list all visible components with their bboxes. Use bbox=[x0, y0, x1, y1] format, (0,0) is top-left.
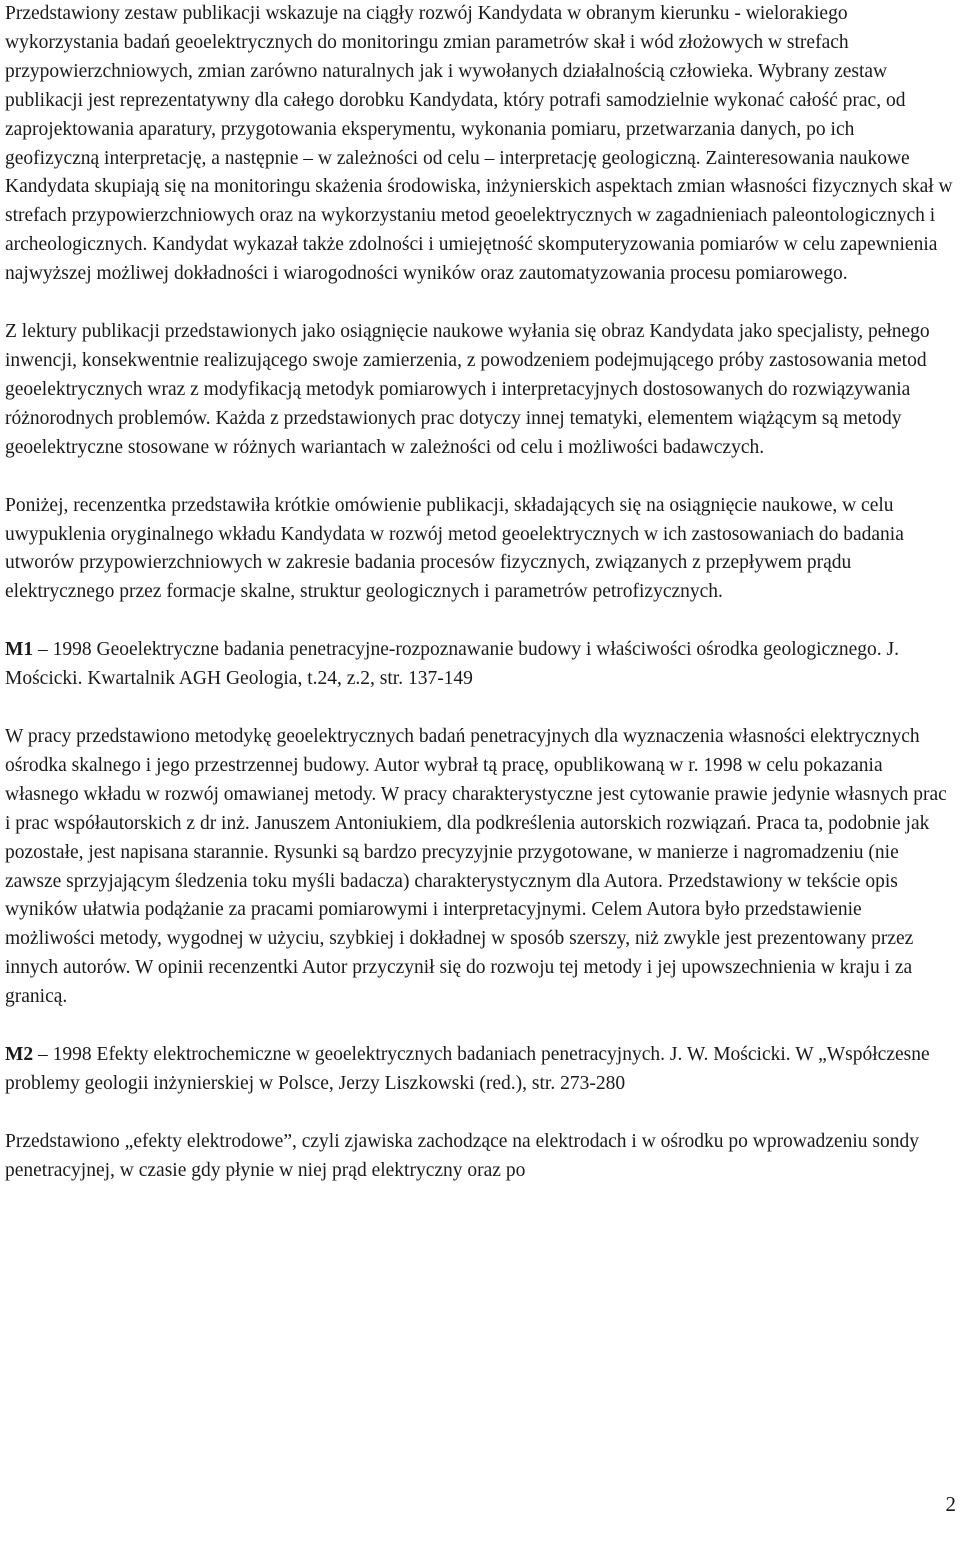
page-number: 2 bbox=[945, 1492, 956, 1516]
publication-label-m2: M2 bbox=[5, 1044, 34, 1066]
paragraph-m2-review: Przedstawiono „efekty elektrodowe”, czyli zjawiska zachodzące na elektrodach i w ośrodku po wprowadzeniu sondy penetracyjnej, w czasie gdy płynie w niej prąd elektryczny oraz po bbox=[5, 1130, 919, 1181]
publication-heading-m1 bbox=[5, 636, 953, 694]
publication-label-m1: M1 bbox=[5, 639, 34, 661]
paragraph-gap bbox=[5, 1099, 953, 1128]
paragraph-gap bbox=[5, 607, 953, 636]
paragraph-summary: Przedstawiony zestaw publikacji wskazuje na ciągły rozwój Kandydata w obranym kierunku - wielorakiego wykorzystania badań geoelektrycznych do monitoringu zmian parametrów skał i wód złożowych w strefach przypowierzchniowych, zmian zarówno naturalnych jak i wywołanych działalnością człowieka. Wybrany zestaw publikacji jest reprezentatywny dla całego dorobku Kandydata, który potrafi samodzielnie wykonać całość prac, od zaprojektowania aparatury, przygotowania eksperymentu, wykonania pomiaru, przetwarzania danych, po ich geofizyczną interpretację, a następnie – w zależności od celu – interpretację geologiczną. Zainteresowania naukowe Kandydata skupiają się na monitoringu skażenia środowiska, inżynierskich aspektach zmian własności fizycznych skał w strefach przypowierzchniowych oraz na wykorzystaniu metod geoelektrycznych w zagadnieniach paleontologicznych i archeologicznych. Kandydat wykazał także zdolności i umiejętność skomputeryzowania pomiarów w celu zapewnienia najwyższej możliwej dokładności i wiarogodności wyników oraz zautomatyzowania procesu pomiarowego. bbox=[5, 3, 953, 285]
publication-citation-m2: – 1998 Efekty elektrochemiczne w geoelektrycznych badaniach penetracyjnych. J. W. Mościcki. W „Współczesne problemy geologii inżynierskiej w Polsce, Jerzy Liszkowski (red.), str. 273-280 bbox=[5, 1044, 930, 1094]
paragraph-gap bbox=[5, 289, 953, 318]
publication-citation-m1: – 1998 Geoelektryczne badania penetracyjne-rozpoznawanie budowy i właściwości ośrodka geologicznego. J. Mościcki. Kwartalnik AGH Geologia, t.24, z.2, str. 137-149 bbox=[5, 639, 899, 690]
paragraph-gap bbox=[5, 463, 953, 492]
paragraph-intro-review: Poniżej, recenzentka przedstawiła krótkie omówienie publikacji, składających się na osiągnięcie naukowe, w celu uwypuklenia oryginalnego wkładu Kandydata w rozwój metod geoelektrycznych w ich zastosowaniach do badania utworów przypowierzchniowych w zakresie badania procesów fizycznych, związanych z przepływem prądu elektrycznego przez formacje skalne, struktur geologicznych i parametrów petrofizycznych. bbox=[5, 494, 904, 603]
paragraph-gap bbox=[5, 694, 953, 723]
paragraph-m1-review: W pracy przedstawiono metodykę geoelektrycznych badań penetracyjnych dla wyznaczenia własności elektrycznych ośrodka skalnego i jego przestrzennej budowy. Autor wybrał tą pracę, opublikowaną w r. 1998 w celu pokazania własnego wkładu w rozwój omawianej metody. W pracy charakterystyczne jest cytowanie prawie jedynie własnych prac i prac współautorskich z dr inż. Januszem Antoniukiem, dla podkreślenia autorskich rozwiązań. Praca ta, podobnie jak pozostałe, jest napisana starannie. Rysunki są bardzo precyzyjnie przygotowane, w manierze i nagromadzeniu (nie zawsze sprzyjającym śledzenia toku myśli badacza) charakterystycznym dla Autora. Przedstawiony w tekście opis wyników ułatwia podążanie za pracami pomiarowymi i interpretacyjnymi. Celem Autora było przedstawienie możliwości metody, wygodnej w użyciu, szybkiej i dokładnej w sposób szerszy, niż zwykle jest prezentowany przez innych autorów. W opinii recenzentki Autor przyczynił się do rozwoju tej metody i jej upowszechnienia w kraju i za granicą. bbox=[5, 726, 947, 1008]
paragraph-gap bbox=[5, 1012, 953, 1041]
publication-heading-m2 bbox=[5, 1041, 953, 1099]
paragraph-assessment: Z lektury publikacji przedstawionych jako osiągnięcie naukowe wyłania się obraz Kandydata jako specjalisty, pełnego inwencji, konsekwentnie realizującego swoje zamierzenia, z powodzeniem podejmującego próby zastosowania metod geoelektrycznych wraz z modyfikacją metodyk pomiarowych i interpretacyjnych dostosowanych do rozwiązywania różnorodnych problemów. Każda z przedstawionych prac dotyczy innej tematyki, elementem wiążącym są metody geoelektryczne stosowane w różnych wariantach w zależności od celu i możliwości badawczych. bbox=[5, 321, 930, 458]
document-page bbox=[5, 0, 953, 1186]
